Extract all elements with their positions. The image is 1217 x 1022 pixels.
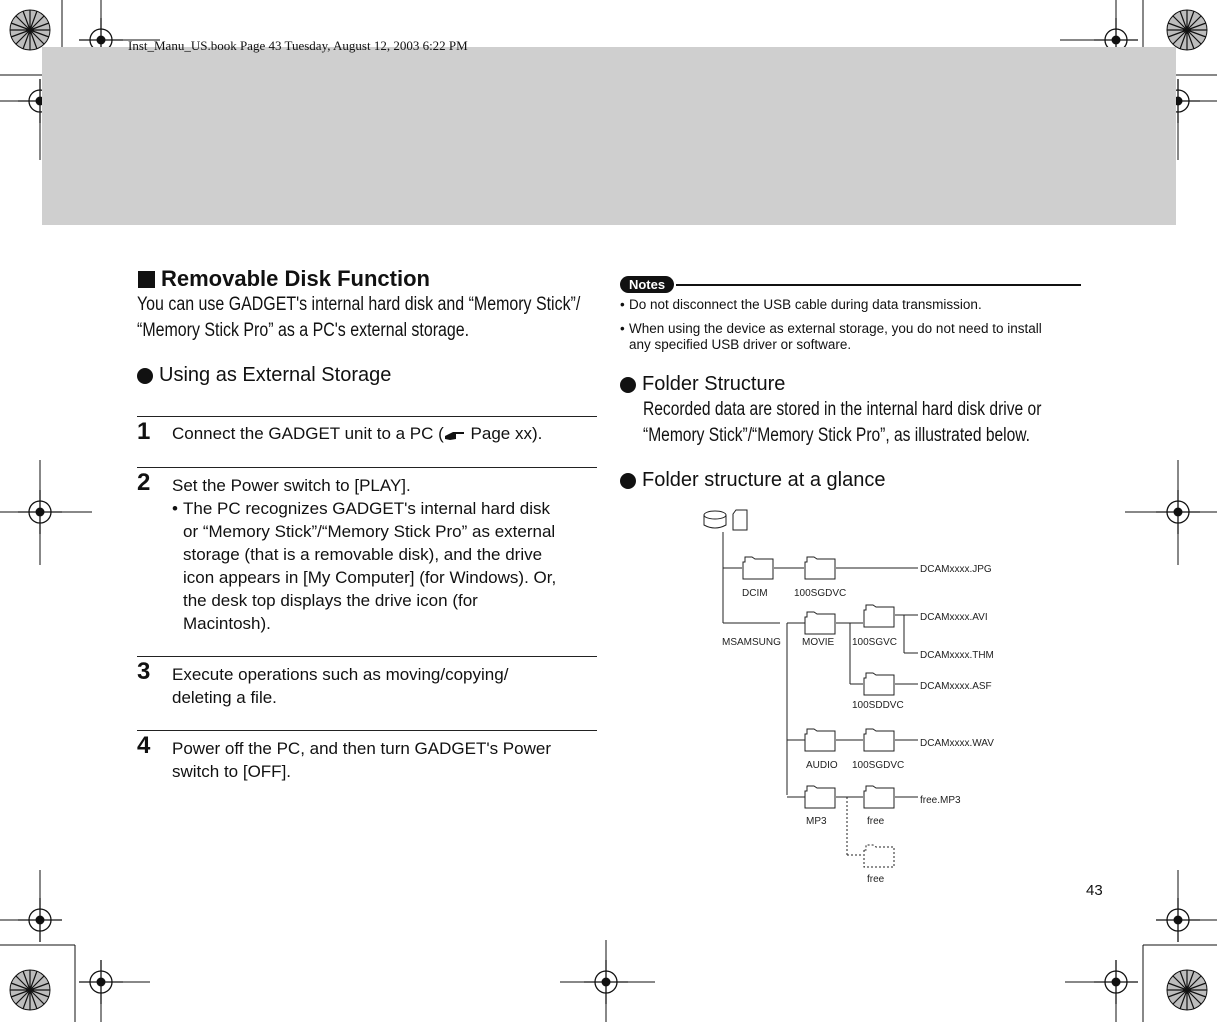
folder-label: free bbox=[867, 874, 885, 885]
folder-label: DCIM bbox=[742, 588, 768, 599]
registration-star-icon bbox=[10, 970, 50, 1010]
folder-icon bbox=[864, 605, 894, 627]
folder-structure-heading bbox=[620, 373, 785, 396]
bullet-dot-icon bbox=[620, 473, 636, 489]
step-number: 3 bbox=[137, 658, 151, 685]
note-text: Do not disconnect the USB cable during data transmission. bbox=[629, 297, 982, 312]
step-sub-line: The PC recognizes GADGET's internal hard disk bbox=[183, 499, 551, 518]
step-sub-line: storage (that is a removable disk), and the drive bbox=[183, 545, 543, 564]
intro-line: You can use GADGET's internal hard disk and “Memory Stick”/ bbox=[137, 294, 581, 315]
folder-icon bbox=[864, 673, 894, 695]
folder-dashed-icon bbox=[864, 845, 894, 867]
folder-icon bbox=[864, 729, 894, 751]
step-divider bbox=[137, 467, 597, 468]
book-info: Inst_Manu_US.book Page 43 Tuesday, August 12, 2003 6:22 PM bbox=[128, 38, 468, 53]
folder-label: MP3 bbox=[806, 816, 827, 827]
registration-star-icon bbox=[1167, 970, 1207, 1010]
subheading bbox=[137, 364, 391, 387]
page-number: 43 bbox=[1086, 882, 1103, 899]
file-label: DCAMxxxx.THM bbox=[920, 650, 994, 661]
folder-label: AUDIO bbox=[806, 760, 838, 771]
folder-icon bbox=[743, 557, 773, 579]
intro-line: “Memory Stick Pro” as a PC's external storage. bbox=[137, 320, 470, 341]
file-label: free.MP3 bbox=[920, 795, 961, 806]
notes-divider bbox=[676, 284, 1081, 286]
step-number: 4 bbox=[137, 732, 151, 759]
pointing-hand-icon bbox=[444, 427, 466, 441]
folder-paragraph-line: Recorded data are stored in the internal hard disk drive or bbox=[643, 399, 1042, 420]
folder-structure-heading-text: Folder Structure bbox=[642, 373, 786, 395]
step-divider bbox=[137, 656, 597, 657]
folder-icon bbox=[864, 786, 894, 808]
step-number: 2 bbox=[137, 469, 151, 496]
note-text: any specified USB driver or software. bbox=[629, 337, 852, 352]
step-text-part: Page xx). bbox=[465, 424, 543, 443]
bullet-icon: • bbox=[172, 499, 178, 518]
step-text: Set the Power switch to [PLAY]. bbox=[172, 476, 411, 495]
bullet-icon: • bbox=[620, 297, 625, 312]
note-item bbox=[620, 321, 1085, 353]
folder-tree-diagram bbox=[690, 500, 1010, 890]
step-divider bbox=[137, 730, 597, 731]
step-number: 1 bbox=[137, 418, 151, 445]
step-sub-line: the desk top displays the drive icon (for bbox=[183, 591, 478, 610]
folder-label: free bbox=[867, 816, 885, 827]
step-text-line: Execute operations such as moving/copying/ bbox=[172, 665, 509, 684]
step-text-line: deleting a file. bbox=[172, 688, 277, 707]
folder-label: 100SGDVC bbox=[794, 588, 847, 599]
folder-icon bbox=[805, 612, 835, 634]
registration-star-icon bbox=[10, 10, 50, 50]
step-text bbox=[172, 663, 602, 709]
folder-icon bbox=[805, 786, 835, 808]
section-title bbox=[138, 266, 430, 292]
file-label: DCAMxxxx.ASF bbox=[920, 681, 992, 692]
folder-label: 100SGVC bbox=[852, 637, 898, 648]
folder-label: MOVIE bbox=[802, 637, 835, 648]
file-label: DCAMxxxx.JPG bbox=[920, 564, 992, 575]
step-text bbox=[172, 422, 602, 445]
folder-icon bbox=[805, 557, 835, 579]
step-text-line: Power off the PC, and then turn GADGET's Power bbox=[172, 739, 551, 758]
subheading-text: Using as External Storage bbox=[159, 364, 392, 386]
bullet-dot-icon bbox=[137, 368, 153, 384]
step-divider bbox=[137, 416, 597, 417]
folder-label: MSAMSUNG bbox=[722, 637, 781, 648]
square-bullet-icon bbox=[138, 271, 155, 288]
glance-heading bbox=[620, 469, 885, 492]
header-band bbox=[42, 47, 1176, 225]
note-text: When using the device as external storage, you do not need to install bbox=[629, 321, 1042, 336]
folder-label: 100SGDVC bbox=[852, 760, 905, 771]
drive-icon bbox=[704, 511, 726, 528]
file-label: DCAMxxxx.WAV bbox=[920, 738, 994, 749]
step-text-part: Connect the GADGET unit to a PC ( bbox=[172, 424, 444, 443]
step-sub-bullet bbox=[172, 497, 602, 635]
step-sub-line: Macintosh). bbox=[183, 614, 271, 633]
file-label: DCAMxxxx.AVI bbox=[920, 612, 988, 623]
glance-heading-text: Folder structure at a glance bbox=[642, 469, 886, 491]
registration-star-icon bbox=[1167, 10, 1207, 50]
notes-badge: Notes bbox=[620, 276, 674, 293]
step-sub-line: or “Memory Stick”/“Memory Stick Pro” as external bbox=[183, 522, 556, 541]
folder-paragraph-line: “Memory Stick”/“Memory Stick Pro”, as illustrated below. bbox=[643, 425, 1031, 446]
section-title-text: Removable Disk Function bbox=[161, 266, 430, 291]
step-sub-line: icon appears in [My Computer] (for Windows). Or, bbox=[183, 568, 557, 587]
step-text bbox=[172, 737, 602, 783]
folder-label: 100SDDVC bbox=[852, 700, 904, 711]
folder-icon bbox=[805, 729, 835, 751]
step-text-line: switch to [OFF]. bbox=[172, 762, 292, 781]
bullet-dot-icon bbox=[620, 377, 636, 393]
intro-paragraph bbox=[137, 292, 607, 344]
memory-card-icon bbox=[733, 510, 747, 530]
note-item bbox=[620, 297, 1085, 313]
bullet-icon: • bbox=[620, 321, 625, 336]
